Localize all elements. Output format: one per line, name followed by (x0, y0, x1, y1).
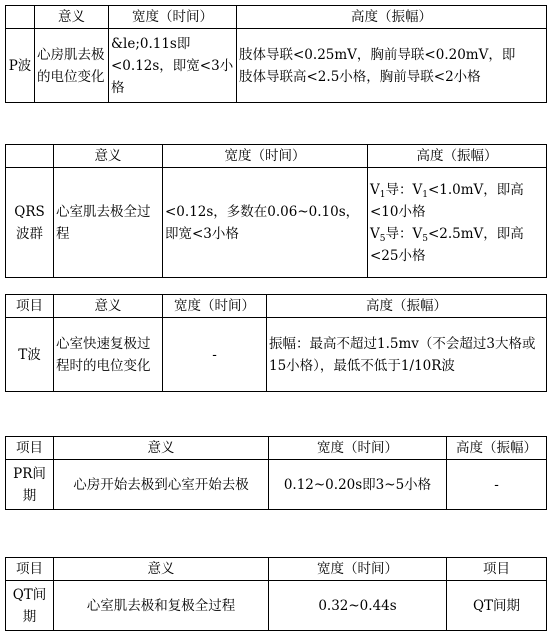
meaning-cell: 心室快速复极过程时的电位变化 (54, 318, 163, 392)
header-item: 项目 (6, 295, 54, 318)
meaning-cell: 心室肌去极和复极全过程 (54, 581, 269, 631)
pr-interval-table (5, 436, 547, 510)
header-height: 高度（振幅） (267, 295, 547, 318)
height-cell (237, 29, 547, 103)
qt-interval-table (5, 557, 547, 631)
header-width: 宽度（时间） (163, 295, 267, 318)
meaning-cell: 心房开始去极到心室开始去极 (54, 460, 269, 510)
header-item (6, 145, 54, 168)
header-meaning: 意义 (54, 437, 269, 460)
header-meaning: 意义 (54, 145, 163, 168)
header-item: 项目 (6, 558, 54, 581)
v1-criterion: $V_1$导：$V_1<1.0mV$，即高<10小格 (370, 181, 524, 220)
meaning-cell: 心室肌去极全过程 (54, 168, 163, 278)
table-row (6, 460, 547, 510)
qrs-table (5, 144, 547, 278)
p-wave-table (5, 5, 547, 103)
table-row (6, 168, 547, 278)
header-height: 高度（振幅） (368, 145, 547, 168)
table-row (6, 318, 547, 392)
header-width: 宽度（时间） (269, 437, 447, 460)
width-cell: 0.12~0.20s即3~5小格 (269, 460, 447, 510)
header-height: 高度（振幅） (447, 437, 547, 460)
width-cell: &le;0.11s即<0.12s，即宽<3小格 (109, 29, 237, 103)
header-width: 宽度（时间） (109, 6, 237, 29)
item-cell: QT间期 (6, 581, 54, 631)
header-width: 宽度（时间） (269, 558, 447, 581)
header-height: 高度（振幅） (237, 6, 547, 29)
height-line-1: 肢体导联<0.25mV，胸前导联<0.20mV，即 (239, 46, 516, 63)
t-wave-table (5, 294, 547, 392)
height-cell: - (447, 460, 547, 510)
width-cell: 0.32~0.44s (269, 581, 447, 631)
table-row (6, 581, 547, 631)
table-header-row (6, 145, 547, 168)
item-cell: P波 (6, 29, 35, 103)
table-row (6, 29, 547, 103)
table-header-row (6, 6, 547, 29)
header-meaning: 意义 (54, 558, 269, 581)
header-meaning: 意义 (35, 6, 109, 29)
height-cell: QT间期 (447, 581, 547, 631)
item-cell: QRS波群 (6, 168, 54, 278)
header-meaning: 意义 (54, 295, 163, 318)
height-cell: 振幅：最高不超过1.5mv（不会超过3大格或15小格），最低不低于1/10R波 (267, 318, 547, 392)
header-item (6, 6, 35, 29)
header-item: 项目 (6, 437, 54, 460)
v5-criterion: $V_5$导：$V_5<2.5mV$，即高<25小格 (370, 225, 524, 264)
table-header-row (6, 558, 547, 581)
width-cell: <0.12s，多数在0.06~0.10s，即宽<3小格 (163, 168, 368, 278)
width-cell: - (163, 318, 267, 392)
table-header-row (6, 437, 547, 460)
item-cell: PR间期 (6, 460, 54, 510)
header-height: 项目 (447, 558, 547, 581)
height-cell (368, 168, 547, 278)
meaning-cell: 心房肌去极的电位变化 (35, 29, 109, 103)
height-line-2: 肢体导联高<2.5小格，胸前导联<2小格 (239, 68, 481, 85)
header-width: 宽度（时间） (163, 145, 368, 168)
item-cell: T波 (6, 318, 54, 392)
table-header-row (6, 295, 547, 318)
